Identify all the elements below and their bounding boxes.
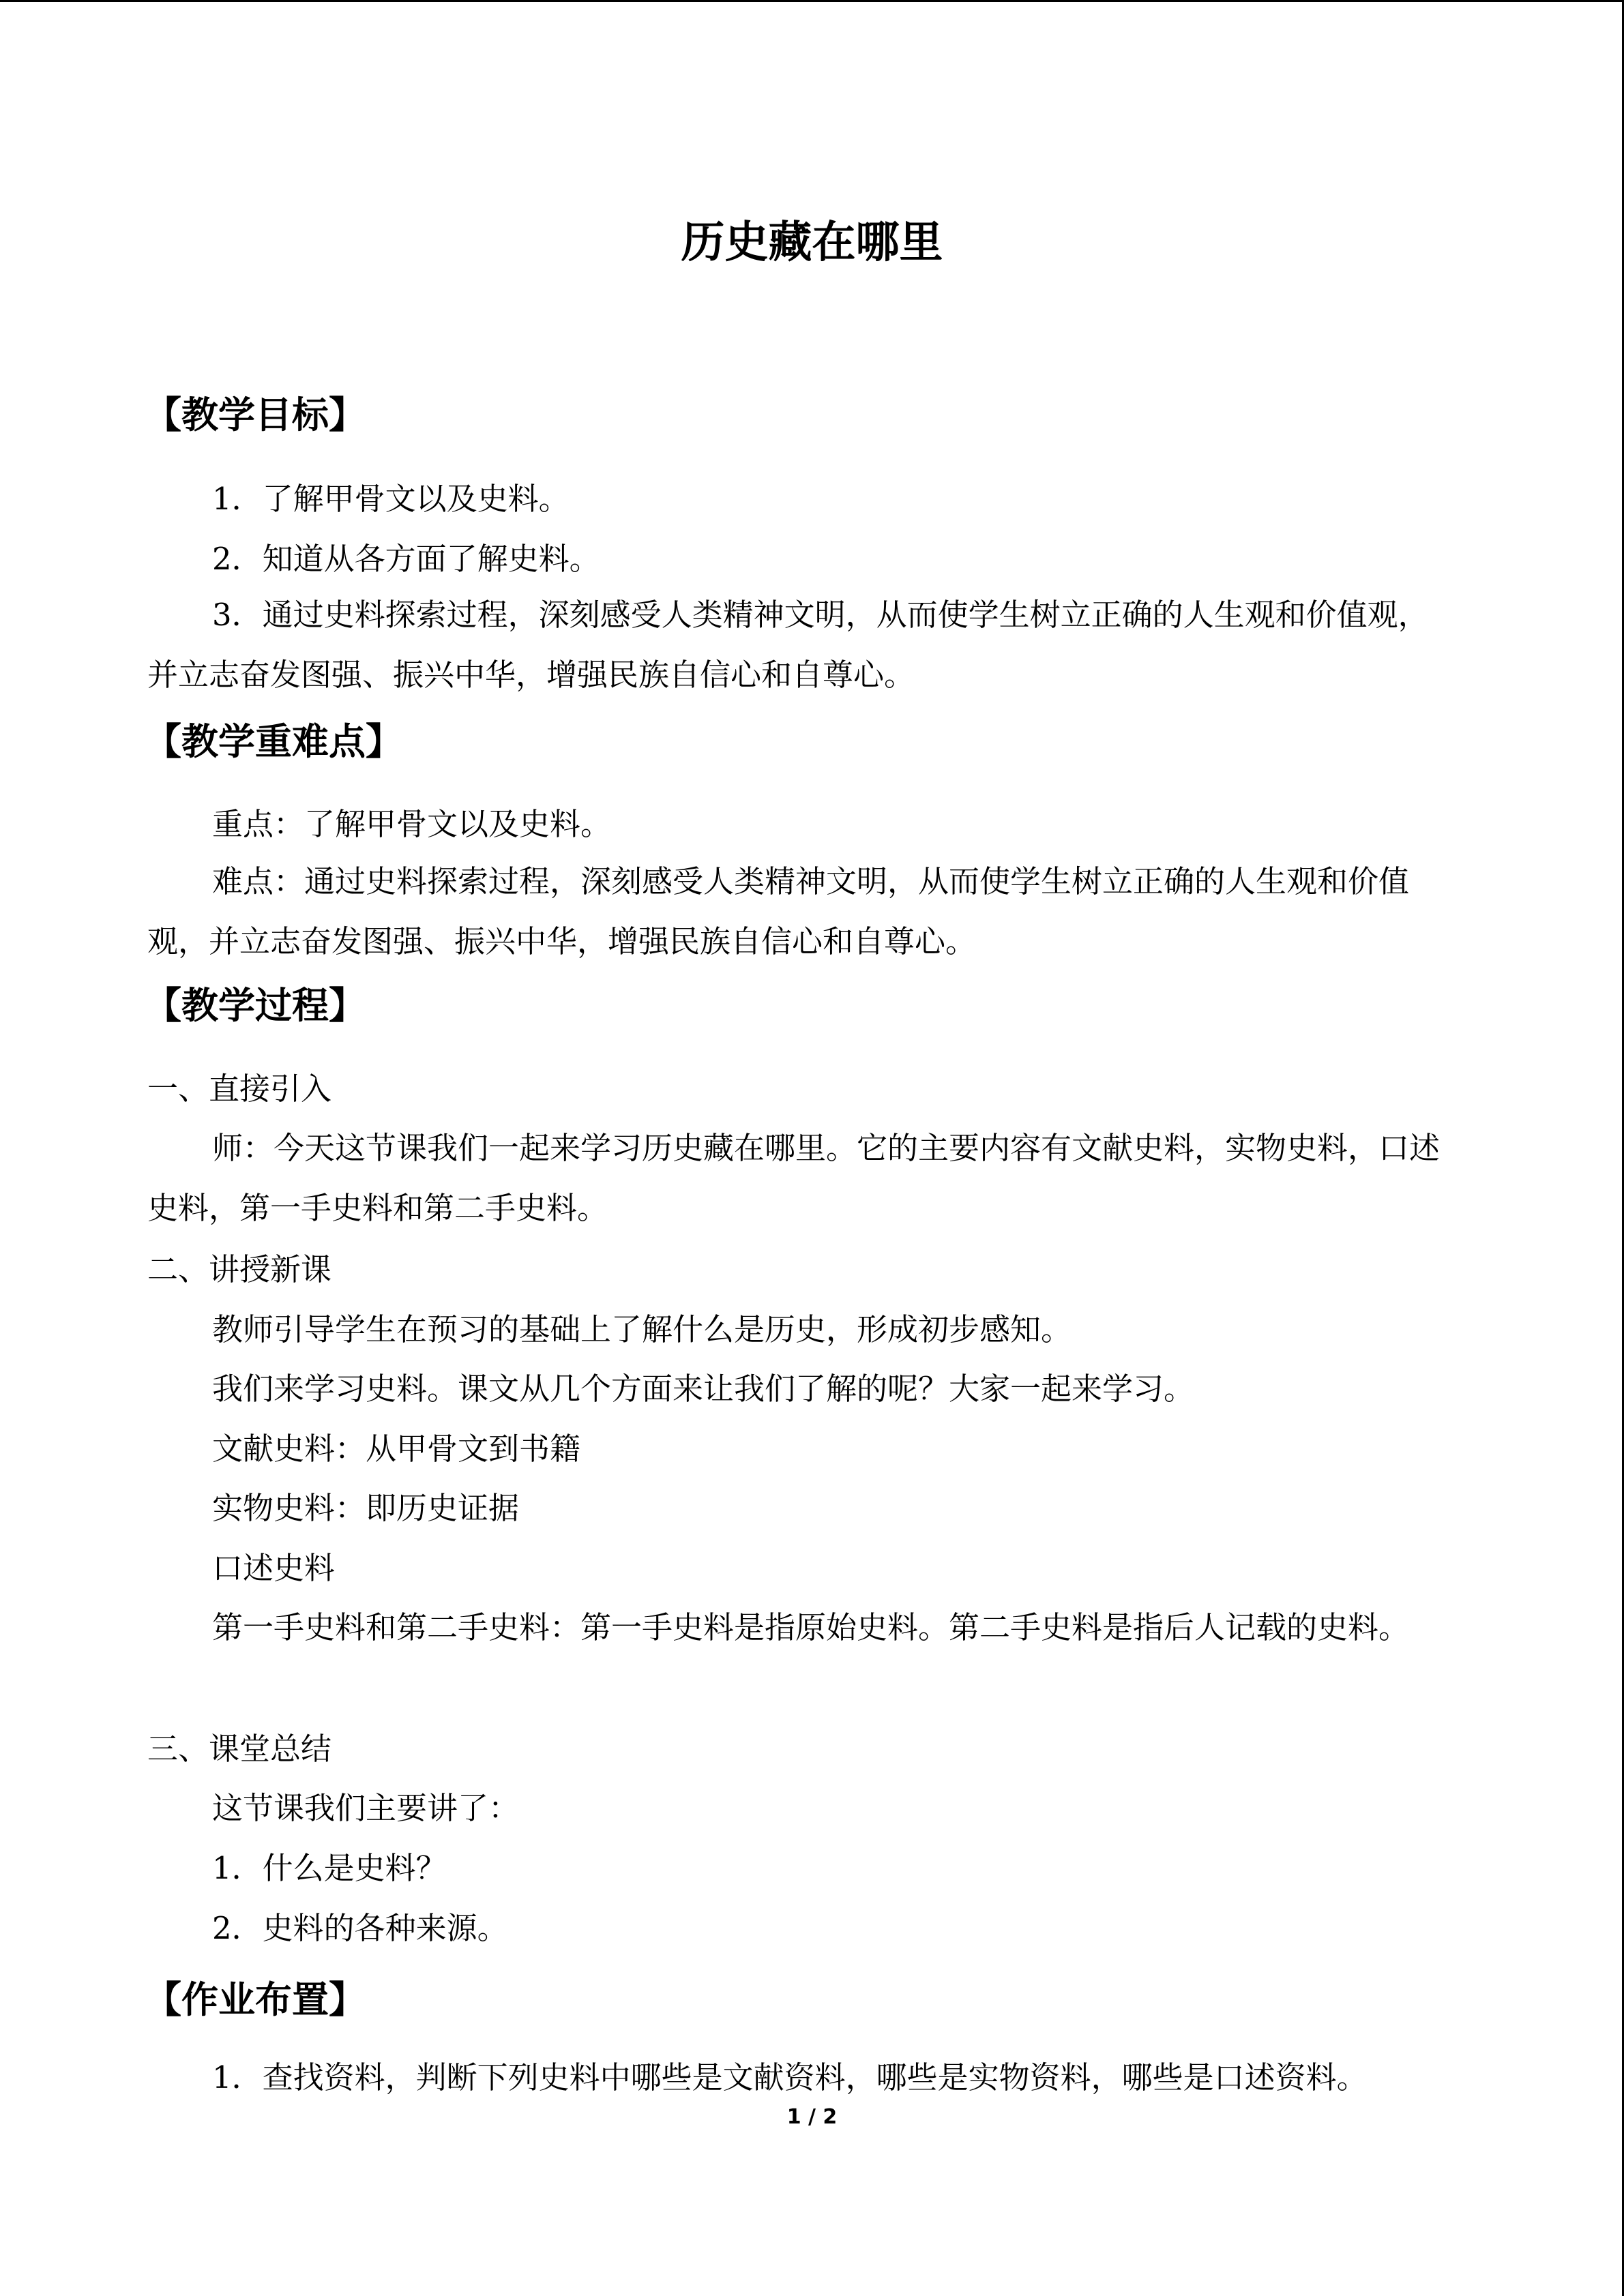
process-line: 教师引导学生在预习的基础上了解什么是历史，形成初步感知。 (212, 1311, 1072, 1347)
key-point-item: 重点：了解甲骨文以及史料。 (212, 806, 612, 842)
objective-item: 3．通过史料探索过程，深刻感受人类精神文明，从而使学生树立正确的人生观和价值观，并立志奋发图强、振兴中华，增强民族自信心和自尊心。 (147, 597, 1429, 693)
process-part-title: 一、直接引入 (147, 1071, 332, 1107)
section-heading-objectives: 【教学目标】 (145, 393, 366, 436)
process-line: 第一手史料和第二手史料：第一手史料是指原始史料。第二手史料是指后人记载的史料。 (212, 1609, 1410, 1645)
process-line: 口述史料 (212, 1550, 336, 1586)
process-line: 我们来学习史料。课文从几个方面来让我们了解的呢？大家一起来学习。 (212, 1371, 1195, 1407)
homework-item: 1．查找资料，判断下列史料中哪些是文献资料，哪些是实物资料，哪些是口述资料。 (212, 2059, 1368, 2096)
process-part-title: 二、讲授新课 (147, 1251, 332, 1287)
process-part-title: 三、课堂总结 (147, 1731, 332, 1767)
process-part-text: 师：今天这节课我们一起来学习历史藏在哪里。它的主要内容有文献史料，实物史料，口述史料，第一手史料和第二手史料。 (147, 1130, 1441, 1226)
process-line: 2．史料的各种来源。 (212, 1910, 508, 1946)
process-line: 实物史料：即历史证据 (212, 1490, 520, 1526)
process-line: 这节课我们主要讲了： (212, 1790, 520, 1826)
section-heading-key-points: 【教学重难点】 (145, 720, 402, 763)
key-point-item: 难点：通过史料探索过程，深刻感受人类精神文明，从而使学生树立正确的人生观和价值观，并立志奋发图强、振兴中华，增强民族自信心和自尊心。 (147, 863, 1410, 959)
objective-item: 1．了解甲骨文以及史料。 (212, 481, 570, 517)
section-heading-process: 【教学过程】 (145, 984, 366, 1027)
objective-item: 2．知道从各方面了解史料。 (212, 541, 600, 577)
document-title: 历史藏在哪里 (681, 218, 943, 268)
section-heading-homework: 【作业布置】 (145, 1978, 366, 2021)
process-line: 文献史料：从甲骨文到书籍 (212, 1431, 581, 1467)
page-number: 1 / 2 (786, 2105, 838, 2129)
process-line: 1．什么是史料？ (212, 1850, 447, 1886)
